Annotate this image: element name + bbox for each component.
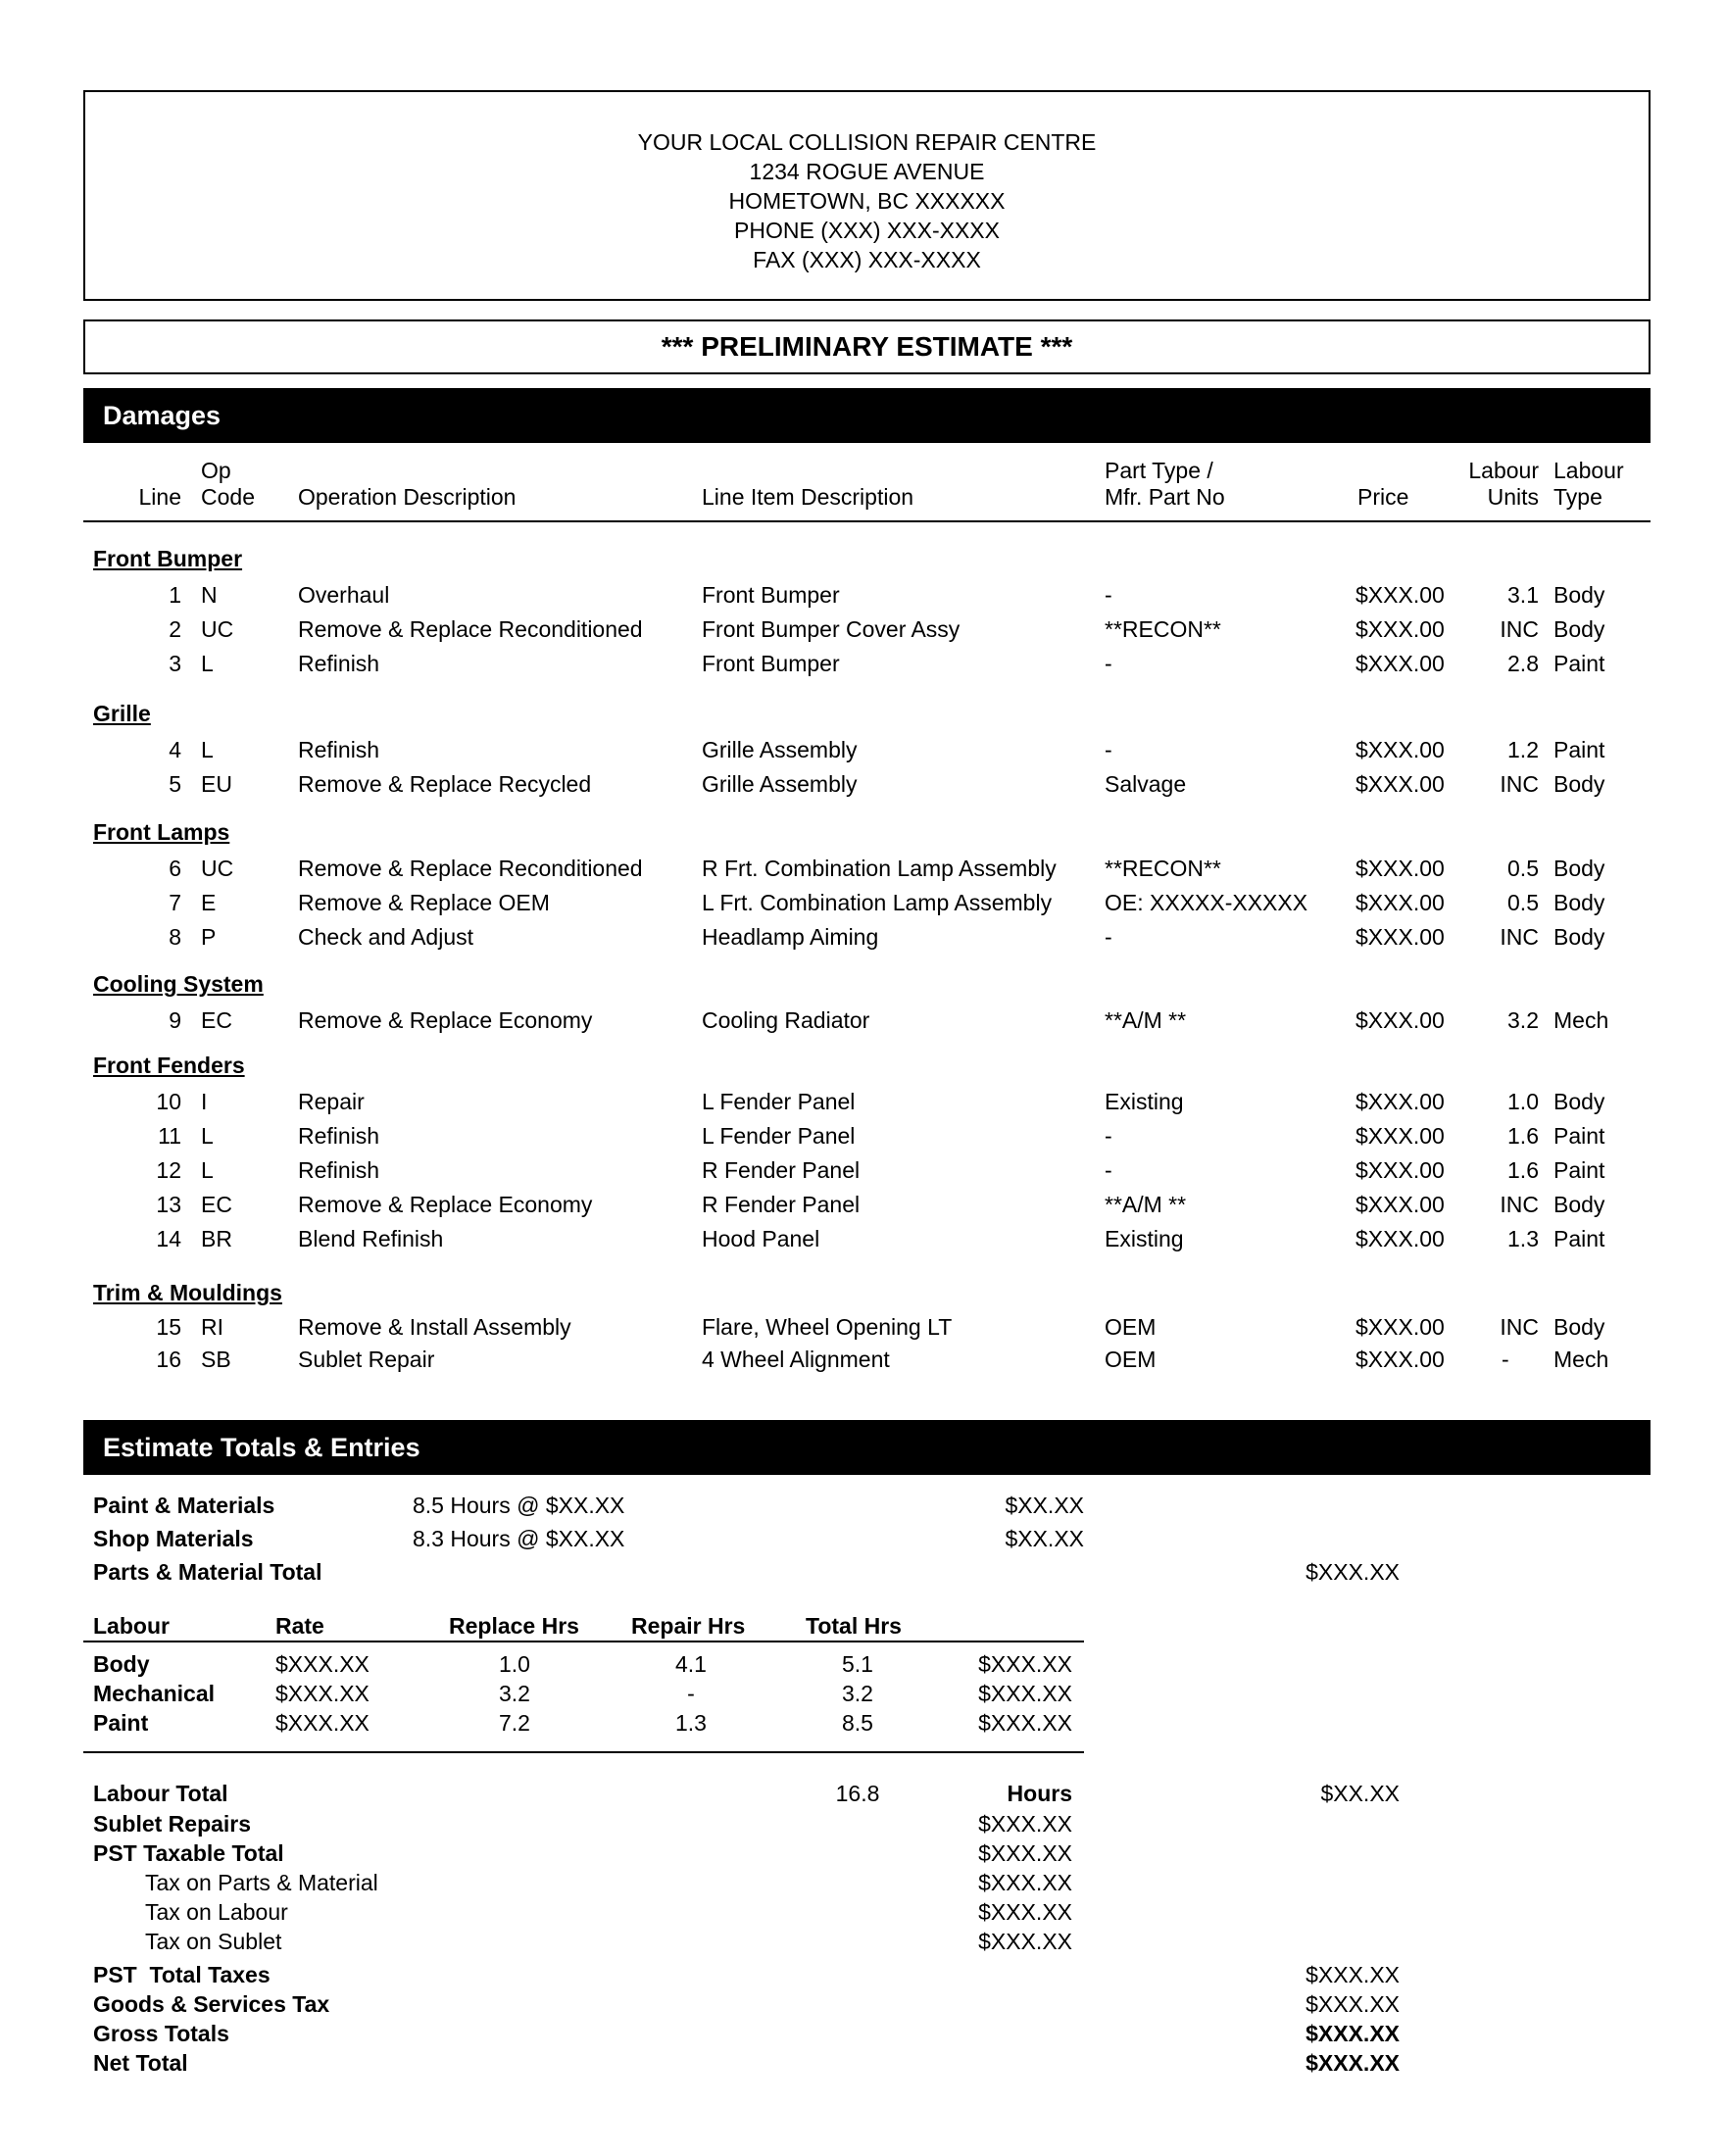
table-row [0,924,1725,954]
part-type: **RECON** [1105,616,1221,642]
labour-rate: $XXX.XX [275,1681,370,1706]
labour-total-hours: 16.8 [835,1781,880,1806]
part-type: **A/M ** [1105,1192,1187,1217]
group-heading: Front Bumper [93,546,243,571]
part-type: - [1105,1123,1112,1149]
operation-description: Repair [298,1089,365,1114]
line-item-description: R Frt. Combination Lamp Assembly [702,856,1057,881]
labour-type: Body [1553,1314,1605,1340]
col-labour-units: Units [1487,484,1539,510]
labour-total-hours-label: Hours [1007,1781,1072,1806]
part-type: Salvage [1105,771,1187,797]
col-op-top: Op [201,458,231,483]
line-number: 14 [156,1226,181,1251]
price: $XXX.00 [1355,1314,1445,1340]
operation-description: Blend Refinish [298,1226,444,1251]
net-total-amount: $XXX.XX [1306,2050,1400,2076]
group-heading: Cooling System [93,971,264,997]
labour-type: Body [1553,1089,1605,1114]
labour-units: 3.1 [1507,582,1539,608]
op-code: L [201,1123,214,1149]
col-labour-type: Type [1553,484,1602,510]
part-type: OEM [1105,1347,1157,1372]
op-code: UC [201,616,234,642]
gross-totals-amount: $XXX.XX [1306,2021,1400,2046]
operation-description: Refinish [298,737,380,762]
line-item-description: Hood Panel [702,1226,820,1251]
line-item-description: Headlamp Aiming [702,924,879,950]
sublet-repairs-amount: $XXX.XX [978,1811,1072,1837]
labour-units: 1.3 [1507,1226,1539,1251]
col-labour-units-top: Labour [1468,458,1539,483]
total-hrs: 3.2 [842,1681,873,1706]
labour-col-replace-hrs: Replace Hrs [449,1613,579,1639]
pst-taxable-label: PST Taxable Total [93,1840,284,1866]
labour-units: 2.8 [1507,651,1539,676]
op-code: L [201,737,214,762]
tax-parts-label: Tax on Parts & Material [145,1870,378,1895]
tax-labour-amount: $XXX.XX [978,1899,1072,1925]
repair-hrs: 1.3 [675,1710,707,1736]
price: $XXX.00 [1355,1089,1445,1114]
labour-type: Body [1553,771,1605,797]
line-item-description: Grille Assembly [702,771,858,797]
labour-type: Body [1553,1192,1605,1217]
op-code: L [201,1157,214,1183]
parts-total-label: Parts & Material Total [93,1559,322,1585]
price: $XXX.00 [1355,890,1445,915]
labour-amount: $XXX.XX [978,1710,1072,1736]
labour-units: INC [1500,1192,1539,1217]
labour-col-rate: Rate [275,1613,324,1639]
labour-units: INC [1500,1314,1539,1340]
labour-units: 3.2 [1507,1007,1539,1033]
tax-sublet-amount: $XXX.XX [978,1929,1072,1954]
line-number: 15 [156,1314,181,1340]
price: $XXX.00 [1355,924,1445,950]
line-number: 10 [156,1089,181,1114]
op-code: RI [201,1314,223,1340]
line-number: 9 [169,1007,181,1033]
paint-materials-detail: 8.5 Hours @ $XX.XX [413,1493,625,1518]
shop-header [83,90,1651,301]
operation-description: Remove & Replace Reconditioned [298,856,643,881]
line-item-description: Grille Assembly [702,737,858,762]
operation-description: Remove & Replace Economy [298,1007,593,1033]
pst-total-amount: $XXX.XX [1306,1962,1400,1987]
line-item-description: L Fender Panel [702,1123,856,1149]
price: $XXX.00 [1355,582,1445,608]
labour-total-label: Labour Total [93,1781,228,1806]
price: $XXX.00 [1355,651,1445,676]
gst-label: Goods & Services Tax [93,1991,330,2017]
line-item-description: 4 Wheel Alignment [702,1347,890,1372]
labour-amount: $XXX.XX [978,1651,1072,1677]
group-heading: Front Fenders [93,1053,245,1078]
damages-header-divider [83,520,1651,522]
line-item-description: Flare, Wheel Opening LT [702,1314,953,1340]
labour-amount: $XXX.XX [978,1681,1072,1706]
table-row [0,890,1725,919]
labour-total-amount: $XX.XX [1320,1781,1400,1806]
line-item-description: Front Bumper [702,651,840,676]
table-row [0,1123,1725,1152]
part-type: Existing [1105,1089,1184,1114]
labour-type: Body [1553,616,1605,642]
paint-materials-label: Paint & Materials [93,1493,275,1518]
labour-type: Mech [1553,1007,1609,1033]
gst-amount: $XXX.XX [1306,1991,1400,2017]
labour-units: INC [1500,771,1539,797]
price: $XXX.00 [1355,616,1445,642]
labour-type: Paint [1553,1226,1605,1251]
labour-units: INC [1500,616,1539,642]
table-row [0,1157,1725,1187]
estimate-title: *** PRELIMINARY ESTIMATE *** [83,319,1651,374]
labour-type: Body [1553,924,1605,950]
part-type: OEM [1105,1314,1157,1340]
operation-description: Remove & Replace Economy [298,1192,593,1217]
labour-col-labour: Labour [93,1613,170,1639]
gross-totals-label: Gross Totals [93,2021,229,2046]
table-row [0,616,1725,646]
operation-description: Refinish [298,651,380,676]
col-operation-description: Operation Description [298,484,517,510]
table-row [0,1192,1725,1221]
line-item-description: Front Bumper [702,582,840,608]
line-item-description: L Frt. Combination Lamp Assembly [702,890,1053,915]
line-number: 8 [169,924,181,950]
labour-units: 1.6 [1507,1157,1539,1183]
shop-materials-amount: $XX.XX [1005,1526,1084,1551]
operation-description: Sublet Repair [298,1347,435,1372]
line-number: 3 [169,651,181,676]
labour-type: Body [1553,890,1605,915]
line-number: 12 [156,1157,181,1183]
labour-type-name: Paint [93,1710,149,1736]
price: $XXX.00 [1355,856,1445,881]
operation-description: Refinish [298,1157,380,1183]
price: $XXX.00 [1355,1226,1445,1251]
shop-name: YOUR LOCAL COLLISION REPAIR CENTRE [637,129,1097,155]
labour-units: 0.5 [1507,890,1539,915]
shop-materials-label: Shop Materials [93,1526,254,1551]
labour-footer-divider [83,1751,1084,1753]
op-code: E [201,890,217,915]
col-part-type: Part Type / [1105,458,1213,483]
part-type: - [1105,924,1112,950]
labour-type: Body [1553,582,1605,608]
sublet-repairs-label: Sublet Repairs [93,1811,252,1837]
op-code: BR [201,1226,232,1251]
table-row [0,651,1725,680]
pst-total-label: PST Total Taxes [93,1962,271,1987]
col-labour-type-top: Labour [1553,458,1624,483]
price: $XXX.00 [1355,1347,1445,1372]
replace-hrs: 7.2 [499,1710,530,1736]
col-op-code: Code [201,484,255,510]
op-code: I [201,1089,208,1114]
labour-type-name: Body [93,1651,150,1677]
labour-col-repair-hrs: Repair Hrs [631,1613,746,1639]
parts-total-amount: $XXX.XX [1306,1559,1400,1585]
op-code: SB [201,1347,231,1372]
line-number: 11 [158,1123,181,1149]
net-total-label: Net Total [93,2050,188,2076]
replace-hrs: 1.0 [499,1651,530,1677]
op-code: EC [201,1007,232,1033]
group-heading: Grille [93,701,151,726]
part-type: - [1105,1157,1112,1183]
tax-labour-label: Tax on Labour [145,1899,288,1925]
line-number: 2 [169,616,181,642]
table-row [0,1089,1725,1118]
price: $XXX.00 [1355,1123,1445,1149]
group-heading: Trim & Mouldings [93,1280,282,1305]
table-row [0,1347,1725,1376]
line-item-description: Front Bumper Cover Assy [702,616,961,642]
price: $XXX.00 [1355,1192,1445,1217]
repair-hrs: - [687,1681,695,1706]
labour-type: Body [1553,856,1605,881]
line-number: 5 [169,771,181,797]
table-row [0,856,1725,885]
operation-description: Remove & Replace OEM [298,890,550,915]
line-number: 7 [169,890,181,915]
labour-units: 1.0 [1507,1089,1539,1114]
labour-type: Paint [1553,737,1605,762]
op-code: UC [201,856,234,881]
total-hrs: 8.5 [842,1710,873,1736]
labour-rate: $XXX.XX [275,1651,370,1677]
paint-materials-amount: $XX.XX [1005,1493,1084,1518]
shop-phone: PHONE (XXX) XXX-XXXX [734,218,1000,243]
table-row [0,1226,1725,1255]
op-code: P [201,924,217,950]
line-number: 6 [169,856,181,881]
total-hrs: 5.1 [842,1651,873,1677]
table-row [0,737,1725,766]
tax-parts-amount: $XXX.XX [978,1870,1072,1895]
op-code: N [201,582,218,608]
labour-type-name: Mechanical [93,1681,215,1706]
price: $XXX.00 [1355,737,1445,762]
line-number: 1 [169,582,181,608]
operation-description: Check and Adjust [298,924,474,950]
part-type: - [1105,651,1112,676]
operation-description: Remove & Replace Recycled [298,771,592,797]
totals-section-header: Estimate Totals & Entries [83,1420,1651,1475]
price: $XXX.00 [1355,1007,1445,1033]
damages-section-header: Damages [83,388,1651,443]
labour-header-divider [83,1641,1084,1642]
labour-units: 1.2 [1507,737,1539,762]
table-row [0,1314,1725,1344]
part-type: **RECON** [1105,856,1221,881]
replace-hrs: 3.2 [499,1681,530,1706]
table-row [0,771,1725,801]
operation-description: Refinish [298,1123,380,1149]
part-type: Existing [1105,1226,1184,1251]
col-price: Price [1357,484,1409,510]
price: $XXX.00 [1355,771,1445,797]
labour-units: - [1502,1347,1509,1372]
col-line-item-description: Line Item Description [702,484,914,510]
labour-col-total-hrs: Total Hrs [806,1613,902,1639]
labour-type: Paint [1553,1157,1605,1183]
part-type: - [1105,582,1112,608]
line-item-description: Cooling Radiator [702,1007,870,1033]
price: $XXX.00 [1355,1157,1445,1183]
group-heading: Front Lamps [93,819,230,845]
line-item-description: L Fender Panel [702,1089,856,1114]
part-type: - [1105,737,1112,762]
labour-units: 0.5 [1507,856,1539,881]
col-line: Line [138,484,181,510]
line-number: 4 [169,737,181,762]
operation-description: Remove & Install Assembly [298,1314,571,1340]
col-mfr-part-no: Mfr. Part No [1105,484,1225,510]
labour-units: INC [1500,924,1539,950]
tax-sublet-label: Tax on Sublet [145,1929,282,1954]
part-type: OE: XXXXX-XXXXX [1105,890,1308,915]
table-row [0,1007,1725,1037]
pst-taxable-amount: $XXX.XX [978,1840,1072,1866]
op-code: EU [201,771,232,797]
op-code: L [201,651,214,676]
shop-address: 1234 ROGUE AVENUE [749,159,985,184]
operation-description: Remove & Replace Reconditioned [298,616,643,642]
labour-type: Mech [1553,1347,1609,1372]
shop-city: HOMETOWN, BC XXXXXX [728,188,1006,214]
line-item-description: R Fender Panel [702,1192,861,1217]
shop-fax: FAX (XXX) XXX-XXXX [753,247,981,272]
line-number: 16 [156,1347,181,1372]
repair-hrs: 4.1 [675,1651,707,1677]
line-number: 13 [156,1192,181,1217]
labour-type: Paint [1553,651,1605,676]
labour-units: 1.6 [1507,1123,1539,1149]
shop-materials-detail: 8.3 Hours @ $XX.XX [413,1526,625,1551]
labour-rate: $XXX.XX [275,1710,370,1736]
labour-type: Paint [1553,1123,1605,1149]
part-type: **A/M ** [1105,1007,1187,1033]
line-item-description: R Fender Panel [702,1157,861,1183]
op-code: EC [201,1192,232,1217]
operation-description: Overhaul [298,582,390,608]
table-row [0,582,1725,612]
